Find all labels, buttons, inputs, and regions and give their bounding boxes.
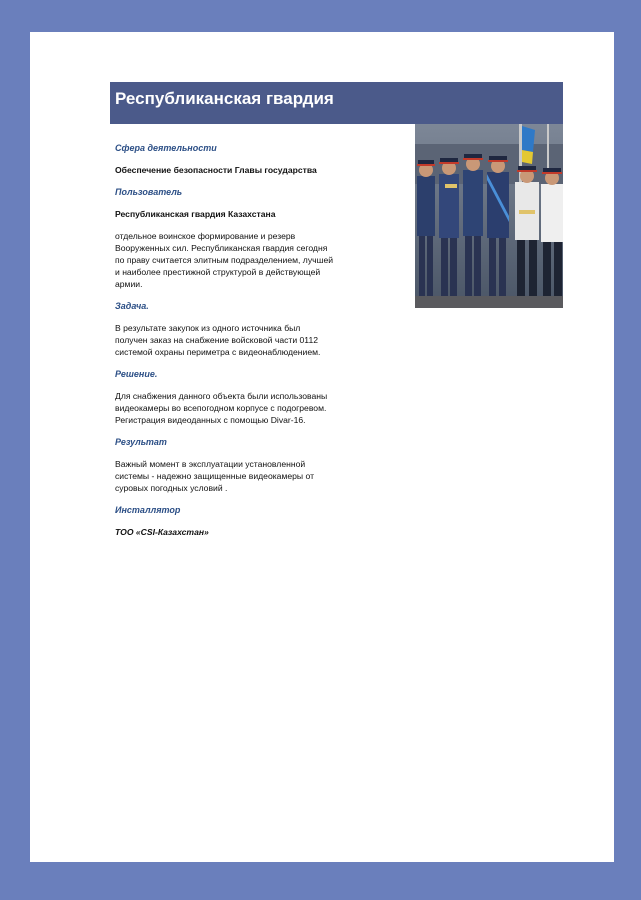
- solution-heading: Решение.: [115, 369, 158, 379]
- task-text: В результате закупок из одного источника был получен заказ на снабжение войсковой части 0112 системой охраны периметра с видеонаблюдением.: [115, 323, 321, 357]
- solution-text: Для снабжения данного объекта были использованы видеокамеры во всепогодном корпусе с подогревом. Регистрация видеоданных с помощью Divar-16.: [115, 391, 328, 425]
- user-heading: Пользователь: [115, 187, 183, 197]
- document-content: [115, 142, 335, 538]
- guard-parade-photo: [415, 124, 563, 308]
- installer-value: ТОО «CSI-Казахстан»: [115, 527, 209, 537]
- user-value: Республиканская гвардия Казахстана: [115, 209, 276, 219]
- installer-heading: Инсталлятор: [115, 505, 181, 515]
- document-page: [30, 32, 614, 862]
- page-title: Республиканская гвардия: [115, 89, 334, 108]
- result-text: Важный момент в эксплуатации установленной системы - надежно защищенные видеокамеры от суровых погодных условий .: [115, 459, 315, 493]
- scope-heading: Сфера деятельности: [115, 143, 217, 153]
- user-description: отдельное воинское формирование и резерв Вооруженных сил. Республиканская гвардия сегодня по праву считается элитным подразделением, лучшей и наиболее престижной структурой в действующей армии.: [115, 231, 334, 289]
- scope-value: Обеспечение безопасности Главы государства: [115, 165, 317, 175]
- guard-parade-illustration: [415, 124, 563, 308]
- task-heading: Задача.: [115, 301, 149, 311]
- page-title-bar: [110, 82, 563, 124]
- result-heading: Результат: [115, 437, 167, 447]
